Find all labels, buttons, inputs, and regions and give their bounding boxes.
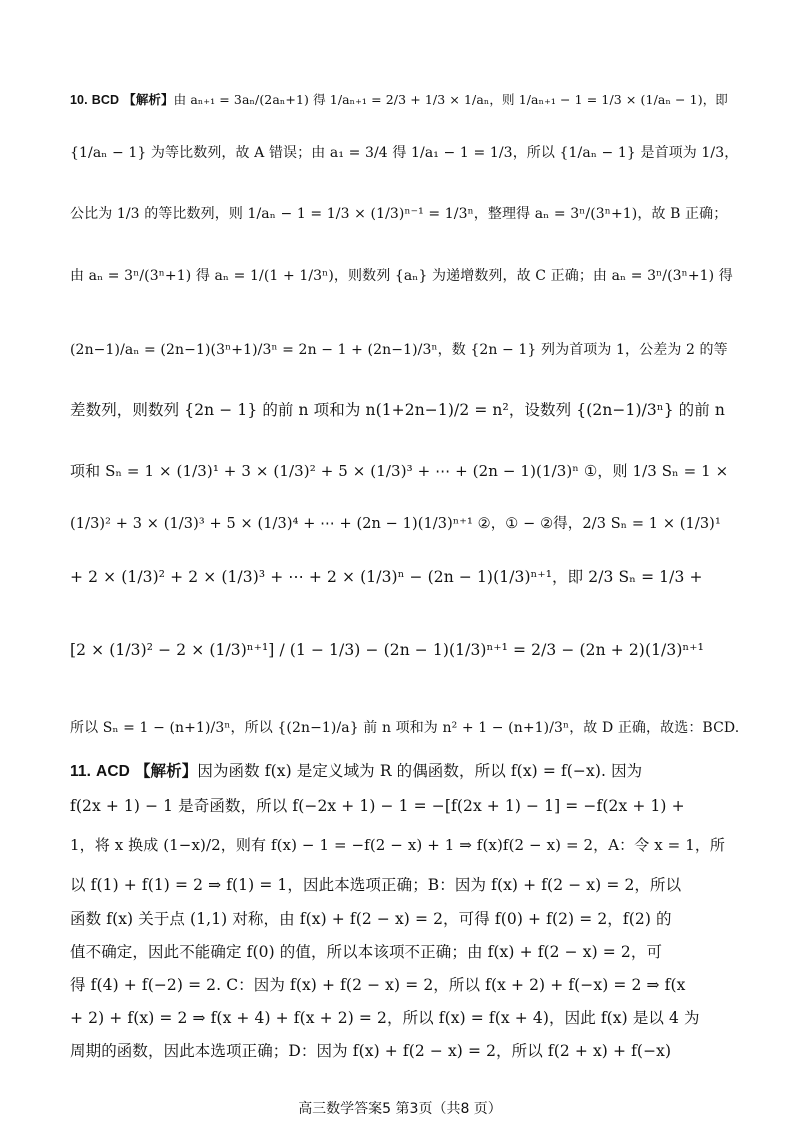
q11-line-1 bbox=[70, 759, 742, 784]
q10-line-10: [2 × (1/3)² − 2 × (1/3)ⁿ⁺¹] / (1 − 1/3) − (2n − 1)(1/3)ⁿ⁺¹ = 2/3 − (2n + 2)(1/3)ⁿ⁺¹ bbox=[70, 641, 704, 659]
q10-line-9: + 2 × (1/3)² + 2 × (1/3)³ + ⋯ + 2 × (1/3)ⁿ − (2n − 1)(1/3)ⁿ⁺¹，即 2/3 Sₙ = 1/3 + bbox=[70, 568, 703, 586]
q10-line-11: 所以 Sₙ = 1 − (n+1)/3ⁿ，所以 {(2n−1)/a} 前 n 项和为 n² + 1 − (n+1)/3ⁿ，故 D 正确，故选：BCD. bbox=[70, 720, 740, 736]
q10-answer: BCD bbox=[91, 93, 120, 107]
q10-line-1 bbox=[70, 88, 742, 112]
q10-line-7: 项和 Sₙ = 1 × (1/3)¹ + 3 × (1/3)² + 5 × (1/3)³ + ⋯ + (2n − 1)(1/3)ⁿ ①，则 1/3 Sₙ = 1 × bbox=[70, 462, 729, 480]
q11-line-2: f(2x + 1) − 1 是奇函数，所以 f(−2x + 1) − 1 = −[f(2x + 1) − 1] = −f(2x + 1) + bbox=[70, 797, 685, 815]
q11-line-9: 周期的函数，因此本选项正确；D：因为 f(x) + f(2 − x) = 2，所以 f(2 + x) + f(−x) bbox=[70, 1042, 672, 1060]
q11-line-8: + 2) + f(x) = 2 ⇒ f(x + 4) + f(x + 2) = 2，所以 f(x) = f(x + 4)，因此 f(x) 是以 4 为 bbox=[70, 1009, 700, 1027]
q11-line-6: 值不确定，因此不能确定 f(0) 的值，所以本该项不正确；由 f(x) + f(2 − x) = 2，可 bbox=[70, 943, 663, 961]
q11-line-3: 1，将 x 换成 (1−x)/2，则有 f(x) − 1 = −f(2 − x) + 1 ⇒ f(x)f(2 − x) = 2，A：令 x = 1，所 bbox=[70, 836, 726, 854]
q11-line-4: 以 f(1) + f(1) = 2 ⇒ f(1) = 1，因此本选项正确；B：因为 f(x) + f(2 − x) = 2，所以 bbox=[70, 876, 682, 894]
q11-number: 11. bbox=[70, 763, 91, 780]
q10-line-6: 差数列，则数列 {2n − 1} 的前 n 项和为 n(1+2n−1)/2 = n²，设数列 {(2n−1)/3ⁿ} 的前 n bbox=[70, 401, 725, 419]
q11-tag: 【解析】 bbox=[134, 761, 198, 780]
q11-line-5: 函数 f(x) 关于点 (1,1) 对称，由 f(x) + f(2 − x) = 2，可得 f(0) + f(2) = 2，f(2) 的 bbox=[70, 910, 672, 928]
q10-line-8: (1/3)² + 3 × (1/3)³ + 5 × (1/3)⁴ + ⋯ + (2n − 1)(1/3)ⁿ⁺¹ ②，① − ②得，2/3 Sₙ = 1 × (1/3)¹ bbox=[70, 516, 721, 532]
q11-line-7: 得 f(4) + f(−2) = 2. C：因为 f(x) + f(2 − x) = 2，所以 f(x + 2) + f(−x) = 2 ⇒ f(x bbox=[70, 976, 686, 994]
q10-text-1: 由 aₙ₊₁ = 3aₙ/(2aₙ+1) 得 1/aₙ₊₁ = 2/3 + 1/3 × 1/aₙ，则 1/aₙ₊₁ − 1 = 1/3 × (1/aₙ − 1)，即 bbox=[173, 92, 728, 107]
q11-answer: ACD bbox=[96, 763, 130, 780]
q10-number: 10. bbox=[70, 93, 88, 107]
q10-line-2: {1/aₙ − 1} 为等比数列，故 A 错误；由 a₁ = 3/4 得 1/a₁ − 1 = 1/3，所以 {1/aₙ − 1} 是首项为 1/3， bbox=[70, 145, 739, 161]
q10-tag: 【解析】 bbox=[123, 92, 174, 107]
q10-line-5: (2n−1)/aₙ = (2n−1)(3ⁿ+1)/3ⁿ = 2n − 1 + (2n−1)/3ⁿ，数 {2n − 1} 列为首项为 1，公差为 2 的等 bbox=[70, 342, 728, 358]
q10-line-3: 公比为 1/3 的等比数列，则 1/aₙ − 1 = 1/3 × (1/3)ⁿ⁻¹ = 1/3ⁿ，整理得 aₙ = 3ⁿ/(3ⁿ+1)，故 B 正确； bbox=[70, 206, 728, 222]
q10-line-4: 由 aₙ = 3ⁿ/(3ⁿ+1) 得 aₙ = 1/(1 + 1/3ⁿ)，则数列 {aₙ} 为递增数列，故 C 正确；由 aₙ = 3ⁿ/(3ⁿ+1) 得 bbox=[70, 268, 733, 284]
q11-text-1: 因为函数 f(x) 是定义域为 R 的偶函数，所以 f(x) = f(−x). 因为 bbox=[197, 762, 643, 780]
page-footer: 高三数学答案5 第3页（共8 页） bbox=[298, 1101, 502, 1117]
